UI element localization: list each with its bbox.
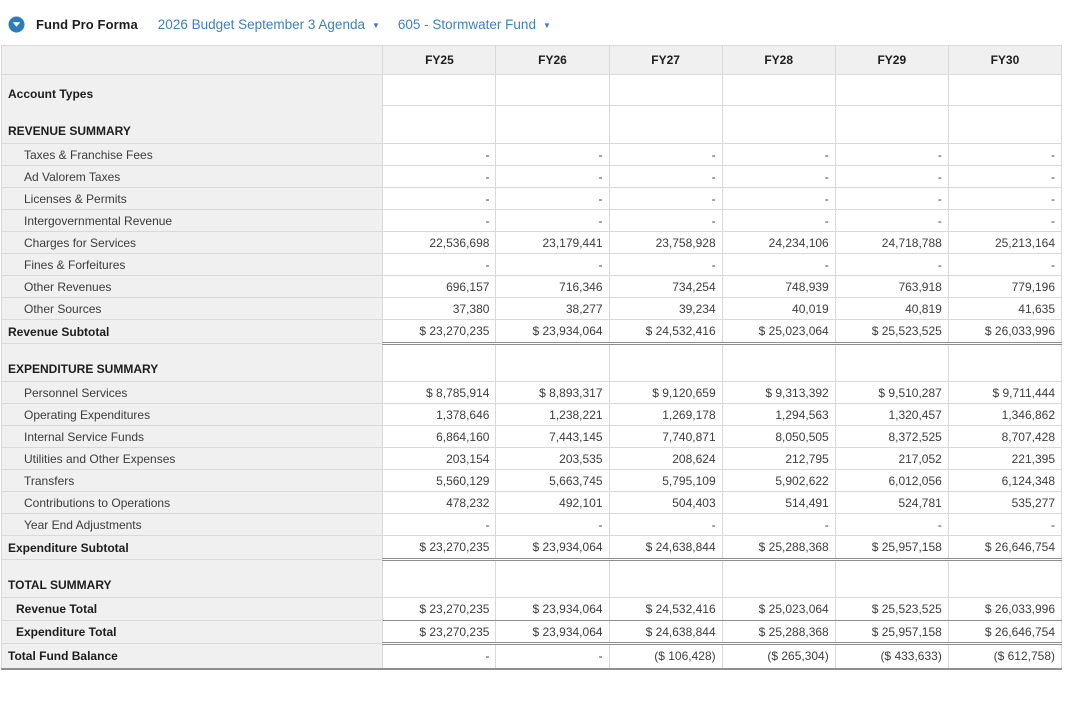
cell-fy29	[835, 106, 948, 144]
cell-fy27: -	[609, 188, 722, 210]
column-header-fy25: FY25	[383, 46, 496, 75]
table-row	[2, 470, 1062, 492]
cell-fy28	[722, 560, 835, 598]
cell-fy27	[609, 344, 722, 382]
row-label: TOTAL SUMMARY	[2, 560, 383, 598]
cell-fy28: 8,050,505	[722, 426, 835, 448]
cell-fy29	[835, 344, 948, 382]
cell-fy30: -	[948, 210, 1061, 232]
row-label: EXPENDITURE SUMMARY	[2, 344, 383, 382]
table-row	[2, 621, 1062, 644]
cell-fy27: ($ 106,428)	[609, 644, 722, 669]
cell-fy25	[383, 75, 496, 106]
table-row	[2, 276, 1062, 298]
cell-fy29: 6,012,056	[835, 470, 948, 492]
cell-fy26: $ 23,934,064	[496, 536, 609, 560]
cell-fy28	[722, 344, 835, 382]
cell-fy28: -	[722, 144, 835, 166]
table-row	[2, 382, 1062, 404]
cell-fy25	[383, 106, 496, 144]
fund-dropdown[interactable]	[398, 17, 551, 32]
cell-fy25: -	[383, 254, 496, 276]
cell-fy26	[496, 344, 609, 382]
cell-fy26: 23,179,441	[496, 232, 609, 254]
table-row	[2, 344, 1062, 382]
cell-fy25: -	[383, 144, 496, 166]
table-row	[2, 514, 1062, 536]
cell-fy30	[948, 560, 1061, 598]
table-row	[2, 320, 1062, 344]
row-label: Expenditure Total	[2, 621, 383, 644]
cell-fy26: 5,663,745	[496, 470, 609, 492]
cell-fy25	[383, 344, 496, 382]
cell-fy28: $ 25,023,064	[722, 598, 835, 621]
cell-fy25: 1,378,646	[383, 404, 496, 426]
cell-fy29: -	[835, 514, 948, 536]
cell-fy25: $ 23,270,235	[383, 598, 496, 621]
cell-fy30: 779,196	[948, 276, 1061, 298]
row-label: Fines & Forfeitures	[2, 254, 383, 276]
cell-fy27	[609, 560, 722, 598]
cell-fy28: 1,294,563	[722, 404, 835, 426]
table-row	[2, 144, 1062, 166]
row-label: Contributions to Operations	[2, 492, 383, 514]
cell-fy28: $ 25,288,368	[722, 621, 835, 644]
cell-fy29: -	[835, 188, 948, 210]
cell-fy27: 23,758,928	[609, 232, 722, 254]
cell-fy29	[835, 75, 948, 106]
cell-fy29: 217,052	[835, 448, 948, 470]
cell-fy26	[496, 75, 609, 106]
cell-fy26: 716,346	[496, 276, 609, 298]
cell-fy27: $ 24,638,844	[609, 536, 722, 560]
cell-fy28	[722, 106, 835, 144]
row-label: Ad Valorem Taxes	[2, 166, 383, 188]
row-label: REVENUE SUMMARY	[2, 106, 383, 144]
cell-fy25: 6,864,160	[383, 426, 496, 448]
cell-fy27	[609, 75, 722, 106]
table-row	[2, 448, 1062, 470]
cell-fy26: 7,443,145	[496, 426, 609, 448]
cell-fy28: -	[722, 210, 835, 232]
cell-fy30: $ 26,033,996	[948, 320, 1061, 344]
cell-fy29: -	[835, 210, 948, 232]
cell-fy30: 535,277	[948, 492, 1061, 514]
budget-version-dropdown-label: 2026 Budget September 3 Agenda	[157, 17, 365, 32]
table-row	[2, 644, 1062, 669]
corner-cell	[2, 46, 383, 75]
table-row	[2, 254, 1062, 276]
cell-fy30: -	[948, 254, 1061, 276]
cell-fy28: 5,902,622	[722, 470, 835, 492]
cell-fy27: 734,254	[609, 276, 722, 298]
column-header-fy26: FY26	[496, 46, 609, 75]
cell-fy28: $ 9,313,392	[722, 382, 835, 404]
budget-version-dropdown[interactable]	[158, 17, 380, 32]
cell-fy27: $ 24,532,416	[609, 320, 722, 344]
cell-fy26: -	[496, 254, 609, 276]
cell-fy26: 1,238,221	[496, 404, 609, 426]
cell-fy26	[496, 560, 609, 598]
cell-fy27: 504,403	[609, 492, 722, 514]
table-row	[2, 232, 1062, 254]
cell-fy28: -	[722, 254, 835, 276]
cell-fy30: 25,213,164	[948, 232, 1061, 254]
row-label: Intergovernmental Revenue	[2, 210, 383, 232]
cell-fy30: 221,395	[948, 448, 1061, 470]
row-label: Revenue Total	[2, 598, 383, 621]
cell-fy30	[948, 344, 1061, 382]
table-row	[2, 598, 1062, 621]
cell-fy29: -	[835, 254, 948, 276]
cell-fy30: $ 26,033,996	[948, 598, 1061, 621]
column-header-fy29: FY29	[835, 46, 948, 75]
cell-fy26: -	[496, 144, 609, 166]
table-row	[2, 404, 1062, 426]
cell-fy30	[948, 75, 1061, 106]
row-label: Revenue Subtotal	[2, 320, 383, 344]
cell-fy29: $ 25,957,158	[835, 536, 948, 560]
row-label: Internal Service Funds	[2, 426, 383, 448]
cell-fy26: -	[496, 514, 609, 536]
cell-fy28: 40,019	[722, 298, 835, 320]
cell-fy27: 5,795,109	[609, 470, 722, 492]
cell-fy29: 24,718,788	[835, 232, 948, 254]
cell-fy27	[609, 106, 722, 144]
cell-fy25: -	[383, 644, 496, 669]
cell-fy27: 1,269,178	[609, 404, 722, 426]
chevron-down-icon: ▼	[371, 20, 380, 30]
cell-fy29: $ 25,523,525	[835, 598, 948, 621]
cell-fy25: 5,560,129	[383, 470, 496, 492]
cell-fy27: $ 24,532,416	[609, 598, 722, 621]
table-row	[2, 75, 1062, 106]
fund-dropdown-label: 605 - Stormwater Fund	[397, 17, 536, 32]
cell-fy25: 203,154	[383, 448, 496, 470]
table-row	[2, 210, 1062, 232]
cell-fy28: 748,939	[722, 276, 835, 298]
table-row	[2, 536, 1062, 560]
fund-pro-forma-table	[1, 45, 1062, 670]
cell-fy28: 514,491	[722, 492, 835, 514]
cell-fy27: -	[609, 144, 722, 166]
table-row	[2, 298, 1062, 320]
table-row	[2, 426, 1062, 448]
cell-fy26	[496, 106, 609, 144]
cell-fy26: $ 23,934,064	[496, 320, 609, 344]
cell-fy29: ($ 433,633)	[835, 644, 948, 669]
cell-fy25	[383, 560, 496, 598]
cell-fy29: $ 25,523,525	[835, 320, 948, 344]
cell-fy27: -	[609, 210, 722, 232]
cell-fy27: $ 24,638,844	[609, 621, 722, 644]
cell-fy29: 1,320,457	[835, 404, 948, 426]
cell-fy27: 7,740,871	[609, 426, 722, 448]
cell-fy29: $ 25,957,158	[835, 621, 948, 644]
cell-fy25: -	[383, 210, 496, 232]
cell-fy25: -	[383, 514, 496, 536]
table-row	[2, 560, 1062, 598]
cell-fy30: 6,124,348	[948, 470, 1061, 492]
cell-fy27: $ 9,120,659	[609, 382, 722, 404]
cell-fy28: $ 25,023,064	[722, 320, 835, 344]
cell-fy29: 8,372,525	[835, 426, 948, 448]
collapse-toggle-button[interactable]	[8, 16, 25, 33]
cell-fy29: $ 9,510,287	[835, 382, 948, 404]
cell-fy28: ($ 265,304)	[722, 644, 835, 669]
cell-fy30	[948, 106, 1061, 144]
cell-fy30: 41,635	[948, 298, 1061, 320]
cell-fy27: -	[609, 166, 722, 188]
cell-fy30: 1,346,862	[948, 404, 1061, 426]
cell-fy29: -	[835, 144, 948, 166]
cell-fy30: $ 9,711,444	[948, 382, 1061, 404]
cell-fy27: -	[609, 514, 722, 536]
cell-fy30: ($ 612,758)	[948, 644, 1061, 669]
column-header-fy30: FY30	[948, 46, 1061, 75]
cell-fy30: -	[948, 166, 1061, 188]
page-title: Fund Pro Forma	[36, 17, 138, 32]
column-header-row	[2, 46, 1062, 75]
cell-fy30: $ 26,646,754	[948, 536, 1061, 560]
row-label: Other Revenues	[2, 276, 383, 298]
cell-fy25: -	[383, 188, 496, 210]
cell-fy30: -	[948, 188, 1061, 210]
row-label: Total Fund Balance	[2, 644, 383, 669]
cell-fy25: $ 8,785,914	[383, 382, 496, 404]
column-header-fy28: FY28	[722, 46, 835, 75]
cell-fy26: -	[496, 210, 609, 232]
cell-fy28: -	[722, 166, 835, 188]
cell-fy25: 22,536,698	[383, 232, 496, 254]
cell-fy26: 38,277	[496, 298, 609, 320]
row-label: Taxes & Franchise Fees	[2, 144, 383, 166]
table-row	[2, 188, 1062, 210]
table-row	[2, 166, 1062, 188]
row-label: Other Sources	[2, 298, 383, 320]
chevron-down-icon: ▼	[542, 20, 551, 30]
cell-fy25: 37,380	[383, 298, 496, 320]
row-label: Expenditure Subtotal	[2, 536, 383, 560]
table-row	[2, 492, 1062, 514]
cell-fy28	[722, 75, 835, 106]
cell-fy27: 39,234	[609, 298, 722, 320]
table-row	[2, 106, 1062, 144]
cell-fy26: $ 23,934,064	[496, 621, 609, 644]
cell-fy25: 696,157	[383, 276, 496, 298]
toolbar	[0, 0, 1066, 38]
row-label: Year End Adjustments	[2, 514, 383, 536]
circle-down-arrow-icon	[8, 16, 25, 33]
cell-fy29: 40,819	[835, 298, 948, 320]
cell-fy28: $ 25,288,368	[722, 536, 835, 560]
cell-fy26: 492,101	[496, 492, 609, 514]
cell-fy30: -	[948, 514, 1061, 536]
cell-fy26: -	[496, 166, 609, 188]
cell-fy25: 478,232	[383, 492, 496, 514]
cell-fy25: $ 23,270,235	[383, 621, 496, 644]
row-label: Charges for Services	[2, 232, 383, 254]
cell-fy29: -	[835, 166, 948, 188]
column-header-fy27: FY27	[609, 46, 722, 75]
cell-fy28: 212,795	[722, 448, 835, 470]
cell-fy29	[835, 560, 948, 598]
cell-fy27: -	[609, 254, 722, 276]
cell-fy26: $ 23,934,064	[496, 598, 609, 621]
row-label: Account Types	[2, 75, 383, 106]
cell-fy29: 524,781	[835, 492, 948, 514]
cell-fy30: -	[948, 144, 1061, 166]
cell-fy25: $ 23,270,235	[383, 320, 496, 344]
cell-fy26: 203,535	[496, 448, 609, 470]
cell-fy28: -	[722, 514, 835, 536]
cell-fy26: -	[496, 644, 609, 669]
row-label: Transfers	[2, 470, 383, 492]
cell-fy30: $ 26,646,754	[948, 621, 1061, 644]
cell-fy25: $ 23,270,235	[383, 536, 496, 560]
cell-fy28: 24,234,106	[722, 232, 835, 254]
cell-fy25: -	[383, 166, 496, 188]
row-label: Personnel Services	[2, 382, 383, 404]
row-label: Licenses & Permits	[2, 188, 383, 210]
row-label: Operating Expenditures	[2, 404, 383, 426]
cell-fy26: $ 8,893,317	[496, 382, 609, 404]
cell-fy28: -	[722, 188, 835, 210]
cell-fy26: -	[496, 188, 609, 210]
cell-fy27: 208,624	[609, 448, 722, 470]
cell-fy29: 763,918	[835, 276, 948, 298]
row-label: Utilities and Other Expenses	[2, 448, 383, 470]
cell-fy30: 8,707,428	[948, 426, 1061, 448]
